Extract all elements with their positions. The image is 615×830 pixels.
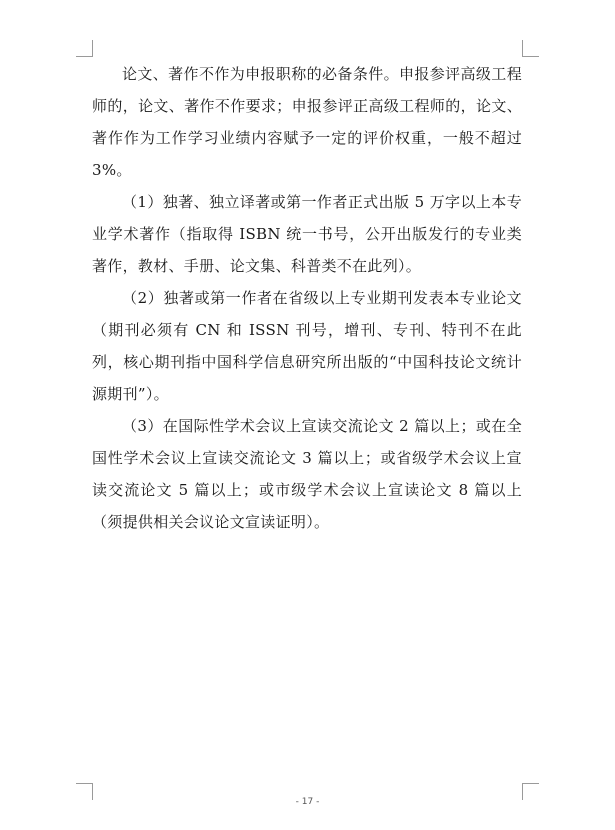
crop-mark-top-left — [76, 40, 93, 57]
page-number: - 17 - — [295, 797, 320, 807]
paragraph-item-1: （1）独著、独立译著或第一作者正式出版 5 万字以上本专业学术著作（指取得 ISBN 统一书号，公开出版发行的专业类著作，教材、手册、论文集、科普类不在此列）。 — [92, 193, 522, 275]
crop-mark-top-right — [522, 40, 539, 57]
document-body — [92, 58, 522, 538]
paragraph-item-3: （3）在国际性学术会议上宣读交流论文 2 篇以上；或在全国性学术会议上宣读交流论文 3 篇以上；或省级学术会议上宣读交流论文 5 篇以上；或市级学术会议上宣读论文 8 篇以上（须提供相关会议论文宣读证明）。 — [92, 417, 522, 531]
paragraph-intro: 论文、著作不作为申报职称的必备条件。申报参评高级工程师的，论文、著作不作要求；申报参评正高级工程师的，论文、著作作为工作学习业绩内容赋予一定的评价权重，一般不超过3%。 — [92, 65, 522, 179]
paragraph-item-2: （2）独著或第一作者在省级以上专业期刊发表本专业论文（期刊必须有 CN 和 ISSN 刊号，增刊、专刊、特刊不在此列，核心期刊指中国科学信息研究所出版的“中国科技论文统计源期刊”）。 — [92, 289, 522, 403]
